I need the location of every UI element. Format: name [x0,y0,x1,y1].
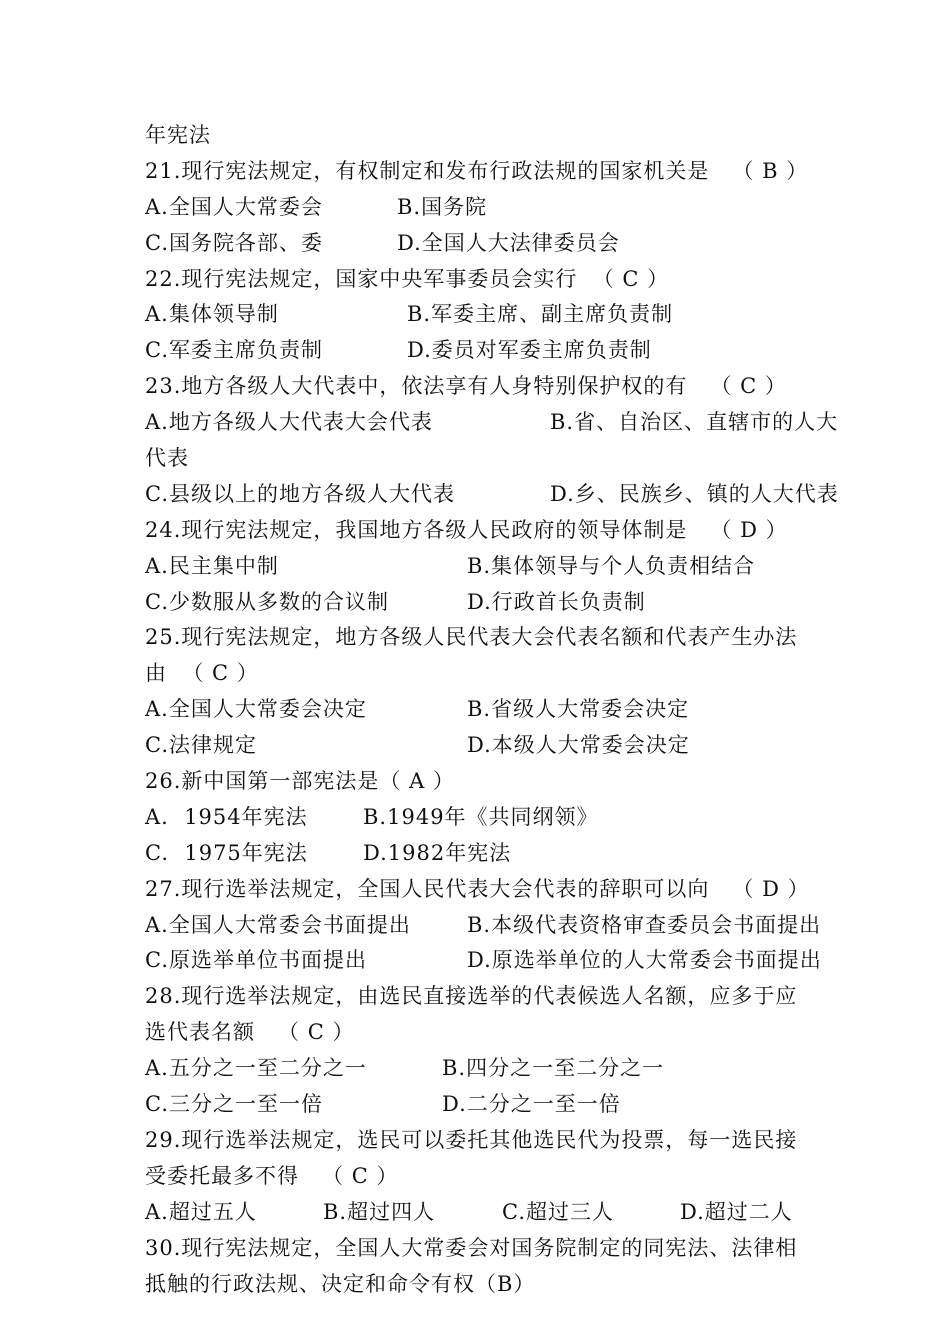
option-text: C.法律规定 [145,733,257,758]
option-row [145,728,860,764]
option-row [145,908,860,944]
option-text: D.乡、民族乡、镇的人大代表 [550,481,839,506]
option-text: B.国务院 [397,194,488,219]
option-text: D.全国人大法律委员会 [397,230,620,255]
option-text: B.四分之一至二分之一 [442,1056,665,1081]
option-text: A.全国人大常委会书面提出 [145,912,411,937]
option-text: D.行政首长负责制 [467,589,646,614]
option-text: C.少数服从多数的合议制 [145,589,389,614]
option-text: B.集体领导与个人负责相结合 [467,553,756,578]
option-row [145,585,860,621]
option-text: D.本级人大常委会决定 [467,733,690,758]
option-text: C.县级以上的地方各级人大代表 [145,481,455,506]
option-row [145,1087,860,1123]
option-text: C. 1975年宪法 [145,840,308,865]
option-row [145,549,860,585]
option-row [145,836,860,872]
option-text: A.民主集中制 [145,553,279,578]
text-line: 抵触的行政法规、决定和命令有权（B） [145,1271,536,1296]
text-line: 由 （ C ） [145,661,259,686]
option-text: D.1982年宪法 [363,840,512,865]
option-row [145,333,860,369]
option-text: A.超过五人 [145,1199,257,1224]
text-line: 26.新中国第一部宪法是（ A ） [145,769,455,794]
option-row [145,477,860,513]
option-text: D.委员对军委主席负责制 [407,338,652,363]
option-row [145,1195,860,1231]
text-line: 年宪法 [145,123,211,147]
option-row [145,226,860,262]
option-text: A.全国人大常委会 [145,194,323,219]
option-row [145,800,860,836]
document-body [145,118,860,1302]
text-line: 22.现行宪法规定，国家中央军事委员会实行 （ C ） [145,266,670,291]
option-text: B.超过四人 [323,1199,436,1224]
option-text: C.三分之一至一倍 [145,1092,323,1117]
text-line: 代表 [145,446,189,471]
option-row [145,405,860,441]
option-text: B.1949年《共同纲领》 [363,804,599,829]
option-row [145,692,860,728]
option-text: A.集体领导制 [145,302,279,327]
option-row [145,1051,860,1087]
text-line: 24.现行宪法规定，我国地方各级人民政府的领导体制是 （ D ） [145,517,788,542]
option-text: B.省级人大常委会决定 [467,697,690,722]
option-row [145,190,860,226]
option-text: A.地方各级人大代表大会代表 [145,410,433,435]
text-line: 29.现行选举法规定，选民可以委托其他选民代为投票，每一选民接 [145,1127,798,1152]
text-line: 25.现行宪法规定，地方各级人民代表大会代表名额和代表产生办法 [145,625,798,650]
option-row [145,297,860,333]
text-line: 21.现行宪法规定，有权制定和发布行政法规的国家机关是 （ B ） [145,158,809,183]
text-line: 23.地方各级人大代表中，依法享有人身特别保护权的有 （ C ） [145,374,787,399]
text-line: 30.现行宪法规定，全国人大常委会对国务院制定的同宪法、法律相 [145,1235,798,1260]
option-text: C.超过三人 [502,1199,614,1224]
option-text: D.原选举单位的人大常委会书面提出 [467,948,822,973]
option-row [145,943,860,979]
option-text: A. 1954年宪法 [145,804,308,829]
text-line: 27.现行选举法规定，全国人民代表大会代表的辞职可以向 （ D ） [145,876,810,901]
option-text: D.超过二人 [680,1199,793,1224]
option-text: B.本级代表资格审查委员会书面提出 [467,912,822,937]
option-text: C.国务院各部、委 [145,230,323,255]
option-text: C.军委主席负责制 [145,338,323,363]
option-text: B.省、自治区、直辖市的人大 [550,410,839,435]
option-text: B.军委主席、副主席负责制 [407,302,674,327]
text-line: 28.现行选举法规定，由选民直接选举的代表候选人名额，应多于应 [145,984,798,1009]
text-line: 选代表名额 （ C ） [145,1020,355,1045]
text-line: 受委托最多不得 （ C ） [145,1163,399,1188]
option-text: A.全国人大常委会决定 [145,697,367,722]
option-text: D.二分之一至一倍 [442,1092,621,1117]
option-text: C.原选举单位书面提出 [145,948,367,973]
option-text: A.五分之一至二分之一 [145,1056,367,1081]
